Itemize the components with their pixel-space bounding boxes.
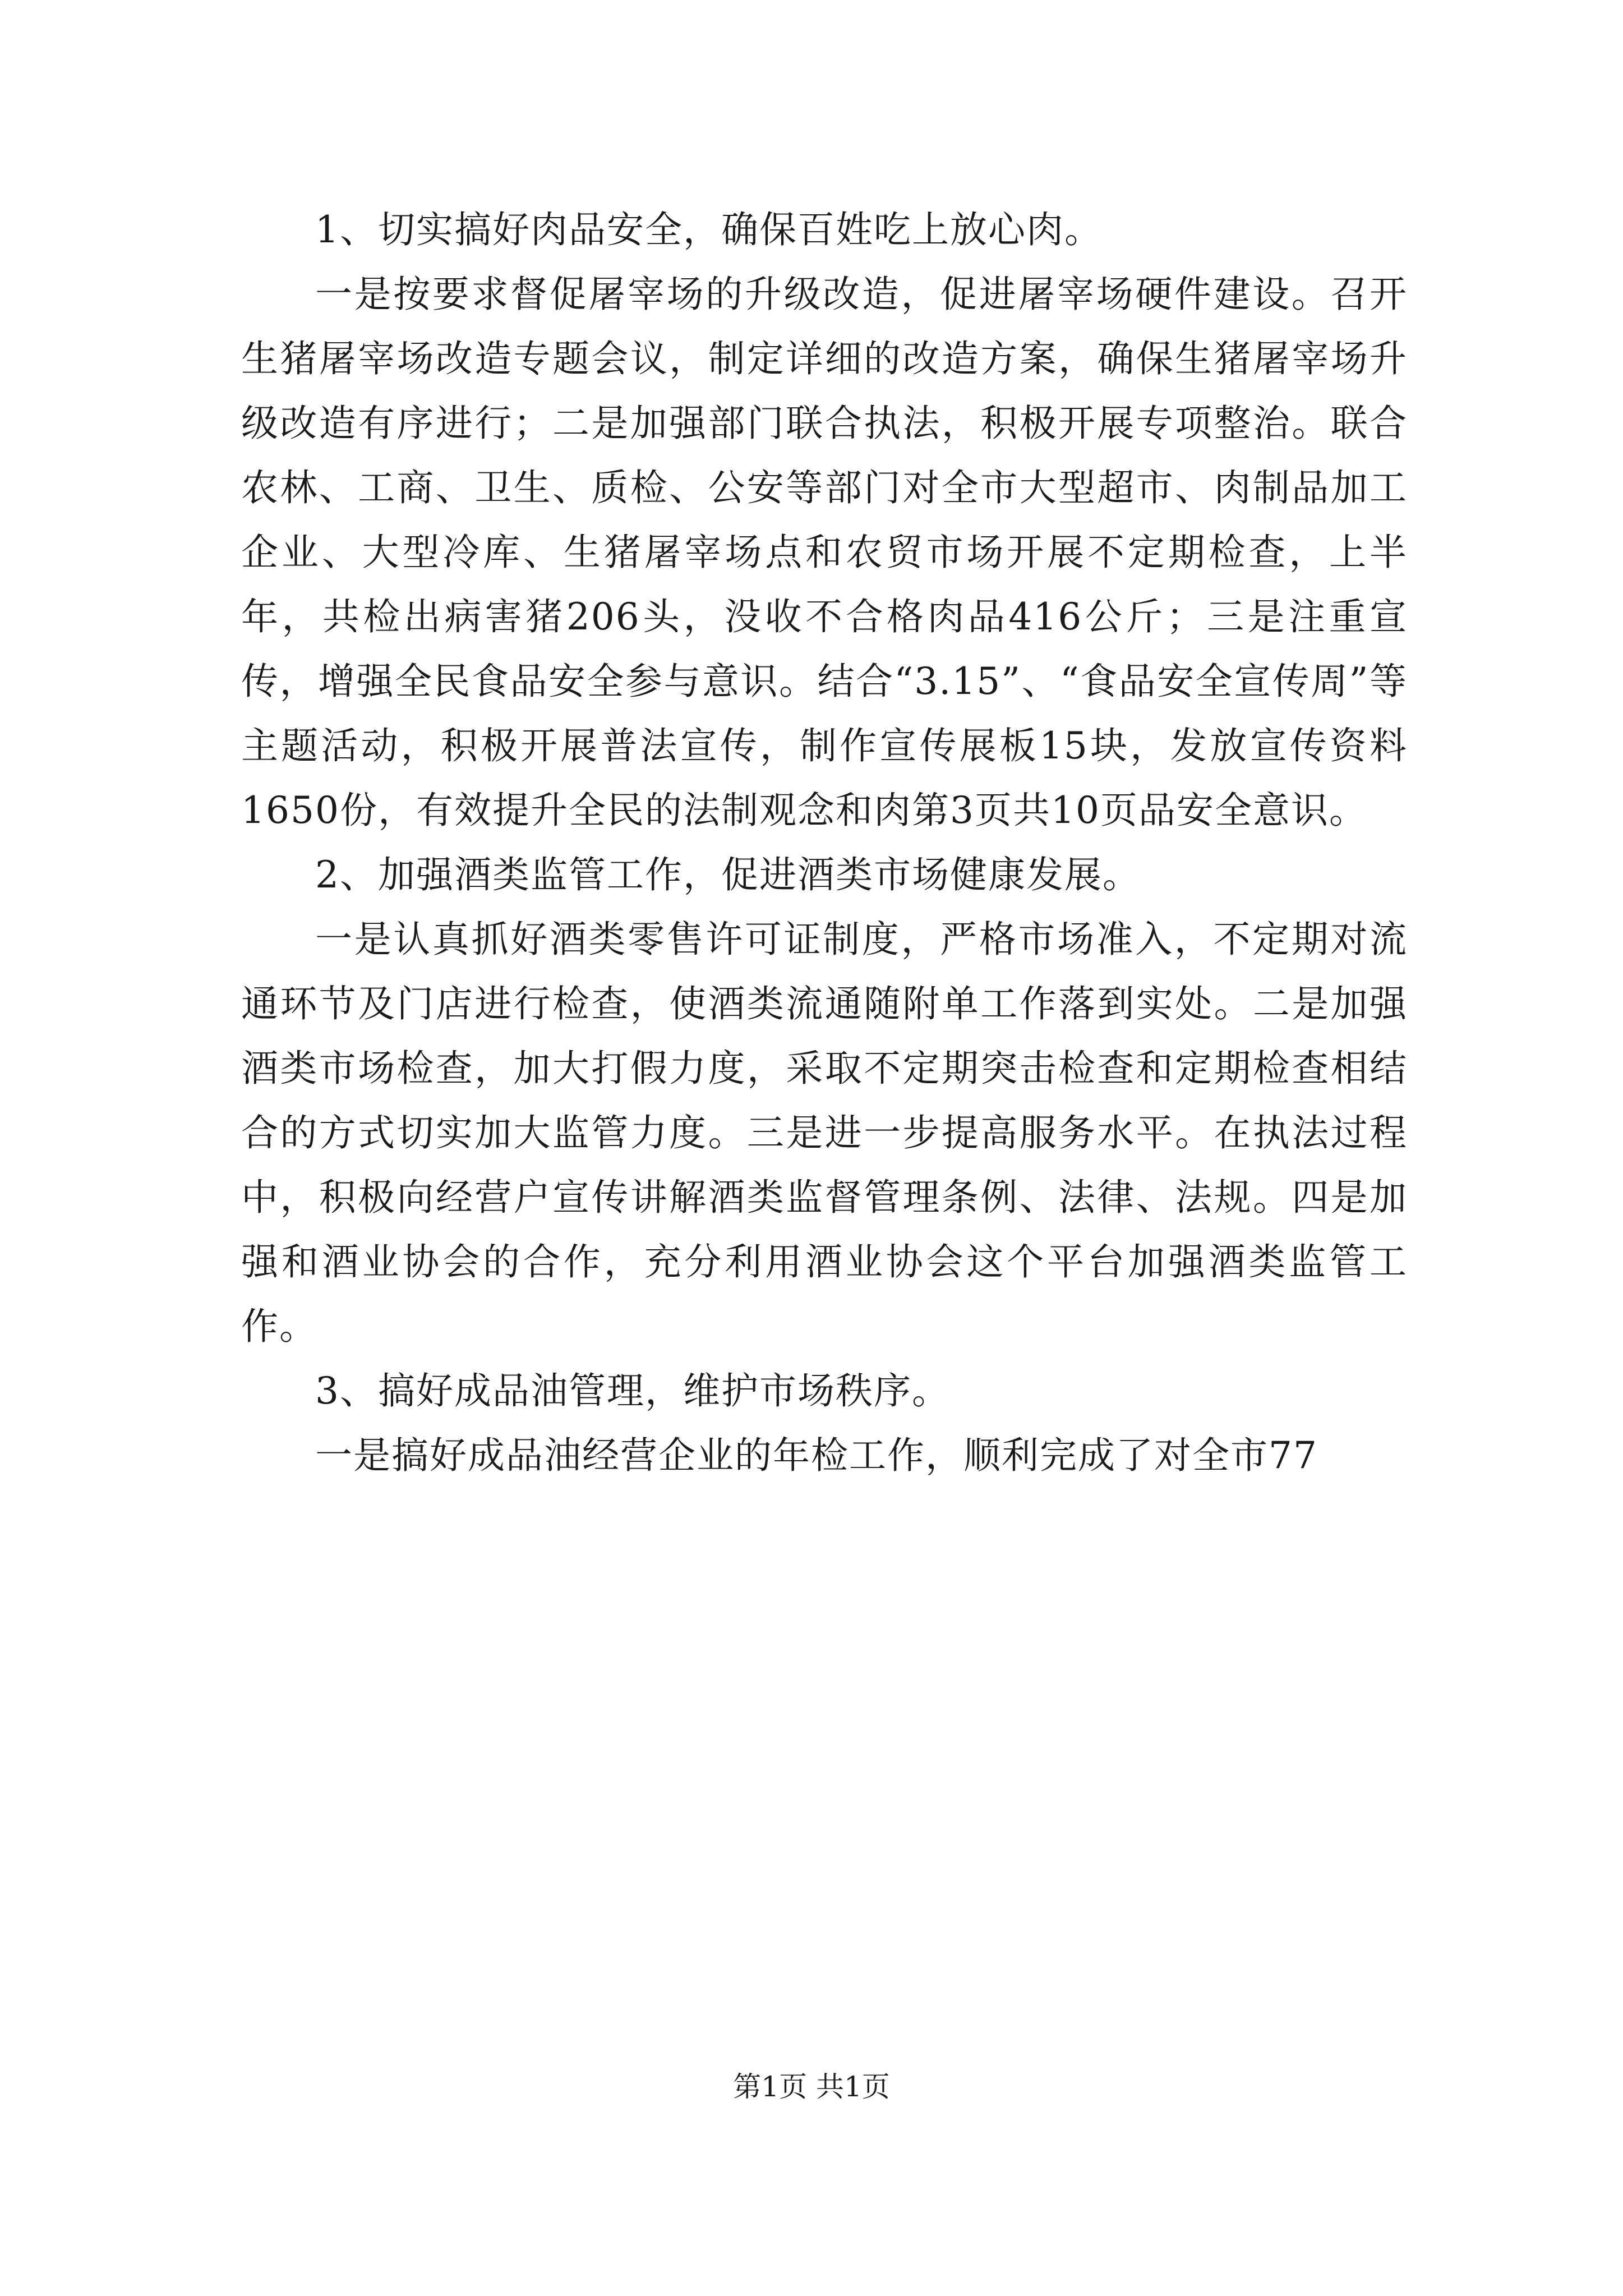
paragraph-refined-oil: 一是搞好成品油经营企业的年检工作，顺利完成了对全市77 — [315, 1434, 1318, 1477]
section-heading-refined-oil: 3、搞好成品油管理，维护市场秩序。 — [315, 1369, 950, 1412]
paragraph-liquor-supervision: 一是认真抓好酒类零售许可证制度，严格市场准入，不定期对流通环节及门店进行检查，使酒类流通随附单工作落到实处。二是加强酒类市场检查，加大打假力度，采取不定期突击检查和定期检查相结合的方式切实加大监管力度。三是进一步提高服务水平。在执法过程中，积极向经营户宣传讲解酒类监督管理条例、法律、法规。四是加强和酒业协会的合作，充分利用酒业协会这个平台加强酒类监管工作。 — [241, 918, 1408, 1348]
page-footer: 第1页 共1页 — [733, 2070, 890, 2103]
paragraph-meat-safety: 一是按要求督促屠宰场的升级改造，促进屠宰场硬件建设。召开生猪屠宰场改造专题会议，制定详细的改造方案，确保生猪屠宰场升级改造有序进行；二是加强部门联合执法，积极开展专项整治。联合农林、工商、卫生、质检、公安等部门对全市大型超市、肉制品加工企业、大型冷库、生猪屠宰场点和农贸市场开展不定期检查，上半年，共检出病害猪206头，没收不合格肉品416公斤；三是注重宣传，增强全民食品安全参与意识。结合“3.15”、“食品安全宣传周”等主题活动，积极开展普法宣传，制作宣传展板15块，发放宣传资料1650份，有效提升全民的法制观念和肉第3页共10页品安全意识。 — [241, 273, 1408, 832]
section-heading-liquor-supervision: 2、加强酒类监管工作，促进酒类市场健康发展。 — [315, 853, 1141, 896]
document-body — [241, 197, 1408, 1488]
section-heading-meat-safety: 1、切实搞好肉品安全，确保百姓吃上放心肉。 — [315, 208, 1103, 251]
